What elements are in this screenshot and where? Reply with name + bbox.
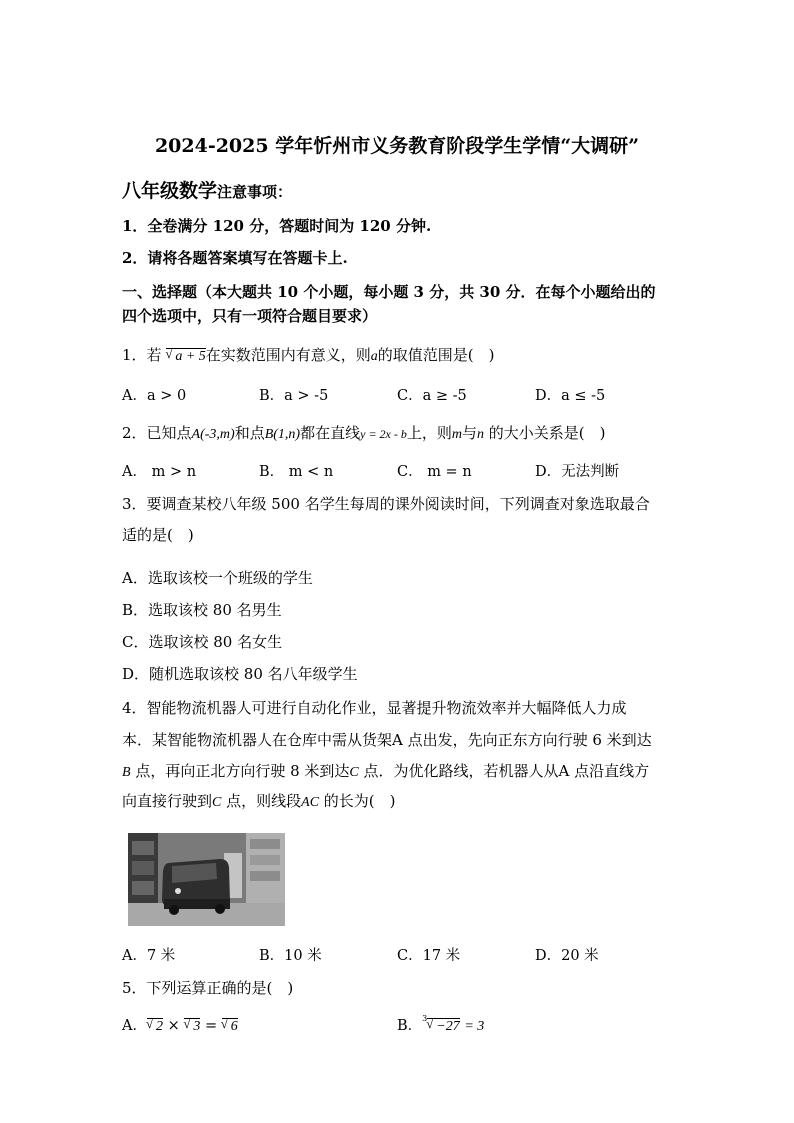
- q2-p1: 2．已知点: [122, 424, 192, 442]
- q2-point-b: B(1,n): [264, 427, 301, 442]
- question-4-line3: [122, 760, 649, 781]
- q1-mid: 在实数范围内有意义，则: [205, 346, 371, 364]
- page-title: 2024-2025 学年忻州市义务教育阶段学生学情“大调研”: [154, 135, 640, 157]
- q1-option-d[interactable]: D．a ≤ -5: [535, 388, 606, 404]
- q2-var-m: m: [451, 427, 463, 442]
- notice-heading: 注意事项：: [217, 183, 293, 201]
- q5-b-cube-root: [427, 1018, 459, 1034]
- grade-heading: [122, 176, 292, 203]
- q2-var-n: n: [477, 427, 485, 442]
- q5-b-result: = 3: [464, 1019, 485, 1034]
- q5-a-radicand-3: 3: [193, 1019, 201, 1034]
- q5-b-cube-root-index: 3: [422, 1014, 428, 1023]
- q2-p4: 上，则: [406, 424, 452, 442]
- question-1-stem: [122, 344, 495, 365]
- section-heading-line1: 一、选择题（本大题共 10 个小题，每小题 3 分，共 30 分．在每个小题给出的: [122, 283, 656, 301]
- q2-p3: 都在直线: [300, 424, 361, 442]
- q1-radical: [166, 348, 205, 364]
- q3-option-b[interactable]: B．选取该校 80 名男生: [122, 601, 282, 619]
- q5-option-a[interactable]: A．√ 2 × √ 3 = √ 6: [122, 1014, 238, 1035]
- q4-point-c: C: [349, 765, 359, 780]
- q3-option-a[interactable]: A．选取该校一个班级的学生: [122, 569, 313, 587]
- q4-line4-point-c: C: [212, 795, 222, 810]
- q5-option-b-label: B．: [397, 1018, 423, 1034]
- grade-title: 八年级数学: [122, 180, 218, 202]
- q2-option-d[interactable]: D．无法判断: [535, 464, 620, 480]
- q4-option-d[interactable]: D．20 米: [535, 948, 599, 964]
- q5-a-radicand-2: 2: [155, 1019, 163, 1034]
- q2-option-a[interactable]: A． m > n: [122, 464, 197, 480]
- question-4-line4: [122, 790, 396, 811]
- q5-option-b[interactable]: [397, 1014, 484, 1035]
- q3-option-c[interactable]: C．选取该校 80 名女生: [122, 633, 283, 651]
- question-3-stem-line1: 3．要调查某校八年级 500 名学生每周的课外阅读时间，下列调查对象选取最合: [122, 495, 650, 513]
- q5-a-sqrt-6: [222, 1018, 238, 1034]
- warehouse-robot-illustration: [128, 833, 285, 926]
- q4-segment-ac: AC: [301, 795, 320, 810]
- q4-line3-text: 点，再向正北方向行驶 8 米到达: [130, 762, 350, 780]
- q1-option-b[interactable]: B．a > -5: [259, 388, 329, 404]
- section-heading-line2: 四个选项中，只有一项符合题目要求）: [122, 307, 378, 325]
- q2-option-b[interactable]: B． m < n: [259, 464, 334, 480]
- q1-suffix: 的取值范围是( ): [377, 346, 495, 364]
- q1-option-a[interactable]: A．a > 0: [122, 388, 187, 404]
- q5-option-a-label: A．: [122, 1018, 147, 1034]
- q1-option-c[interactable]: C．a ≥ -5: [397, 388, 467, 404]
- q2-p5: 与: [462, 424, 478, 442]
- q1-var: a: [370, 349, 378, 364]
- q3-option-d[interactable]: D．随机选取该校 80 名八年级学生: [122, 665, 358, 683]
- q4-line4-text: 向直接行驶到: [122, 792, 213, 810]
- q5-a-sqrt-2: [147, 1018, 163, 1034]
- q2-line-equation: y = 2x - b: [360, 427, 407, 441]
- q5-a-sqrt-3: [184, 1018, 200, 1034]
- question-3-stem-line2: 适的是( ): [122, 526, 194, 544]
- question-4-line1: 4．智能物流机器人可进行自动化作业，显著提升物流效率并大幅降低人力成: [122, 699, 627, 717]
- q2-p6: 的大小关系是( ): [484, 424, 606, 442]
- note-2: 2．请将各题答案填写在答题卡上.: [122, 249, 348, 267]
- question-4-line2: 本．某智能物流机器人在仓库中需从货架A 点出发，先向正东方向行驶 6 米到达: [122, 731, 652, 749]
- q4-line4-mid: 点，则线段: [221, 792, 302, 810]
- q1-radicand: a + 5: [175, 349, 206, 364]
- q4-line4-end: 的长为( ): [319, 792, 396, 810]
- q5-a-radicand-6: 6: [230, 1019, 238, 1034]
- warehouse-robot-photo: [128, 833, 285, 926]
- q1-prefix: 1．若: [122, 346, 162, 364]
- q2-option-c[interactable]: C． m = n: [397, 464, 472, 480]
- q4-point-b: B: [122, 765, 131, 780]
- q4-option-c[interactable]: C．17 米: [397, 948, 461, 964]
- question-2-stem: [122, 422, 606, 443]
- note-1: 1．全卷满分 120 分，答题时间为 120 分钟.: [122, 217, 432, 235]
- q4-line3-end: 点．为优化路线，若机器人从A 点沿直线方: [358, 762, 650, 780]
- q2-point-a: A(-3,m): [191, 427, 235, 442]
- q4-option-b[interactable]: B．10 米: [259, 948, 322, 964]
- q5-b-radicand: −27: [436, 1019, 460, 1034]
- question-5-stem: 5．下列运算正确的是( ): [122, 979, 294, 997]
- q4-option-a[interactable]: A．7 米: [122, 948, 176, 964]
- q2-p2: 和点: [234, 424, 265, 442]
